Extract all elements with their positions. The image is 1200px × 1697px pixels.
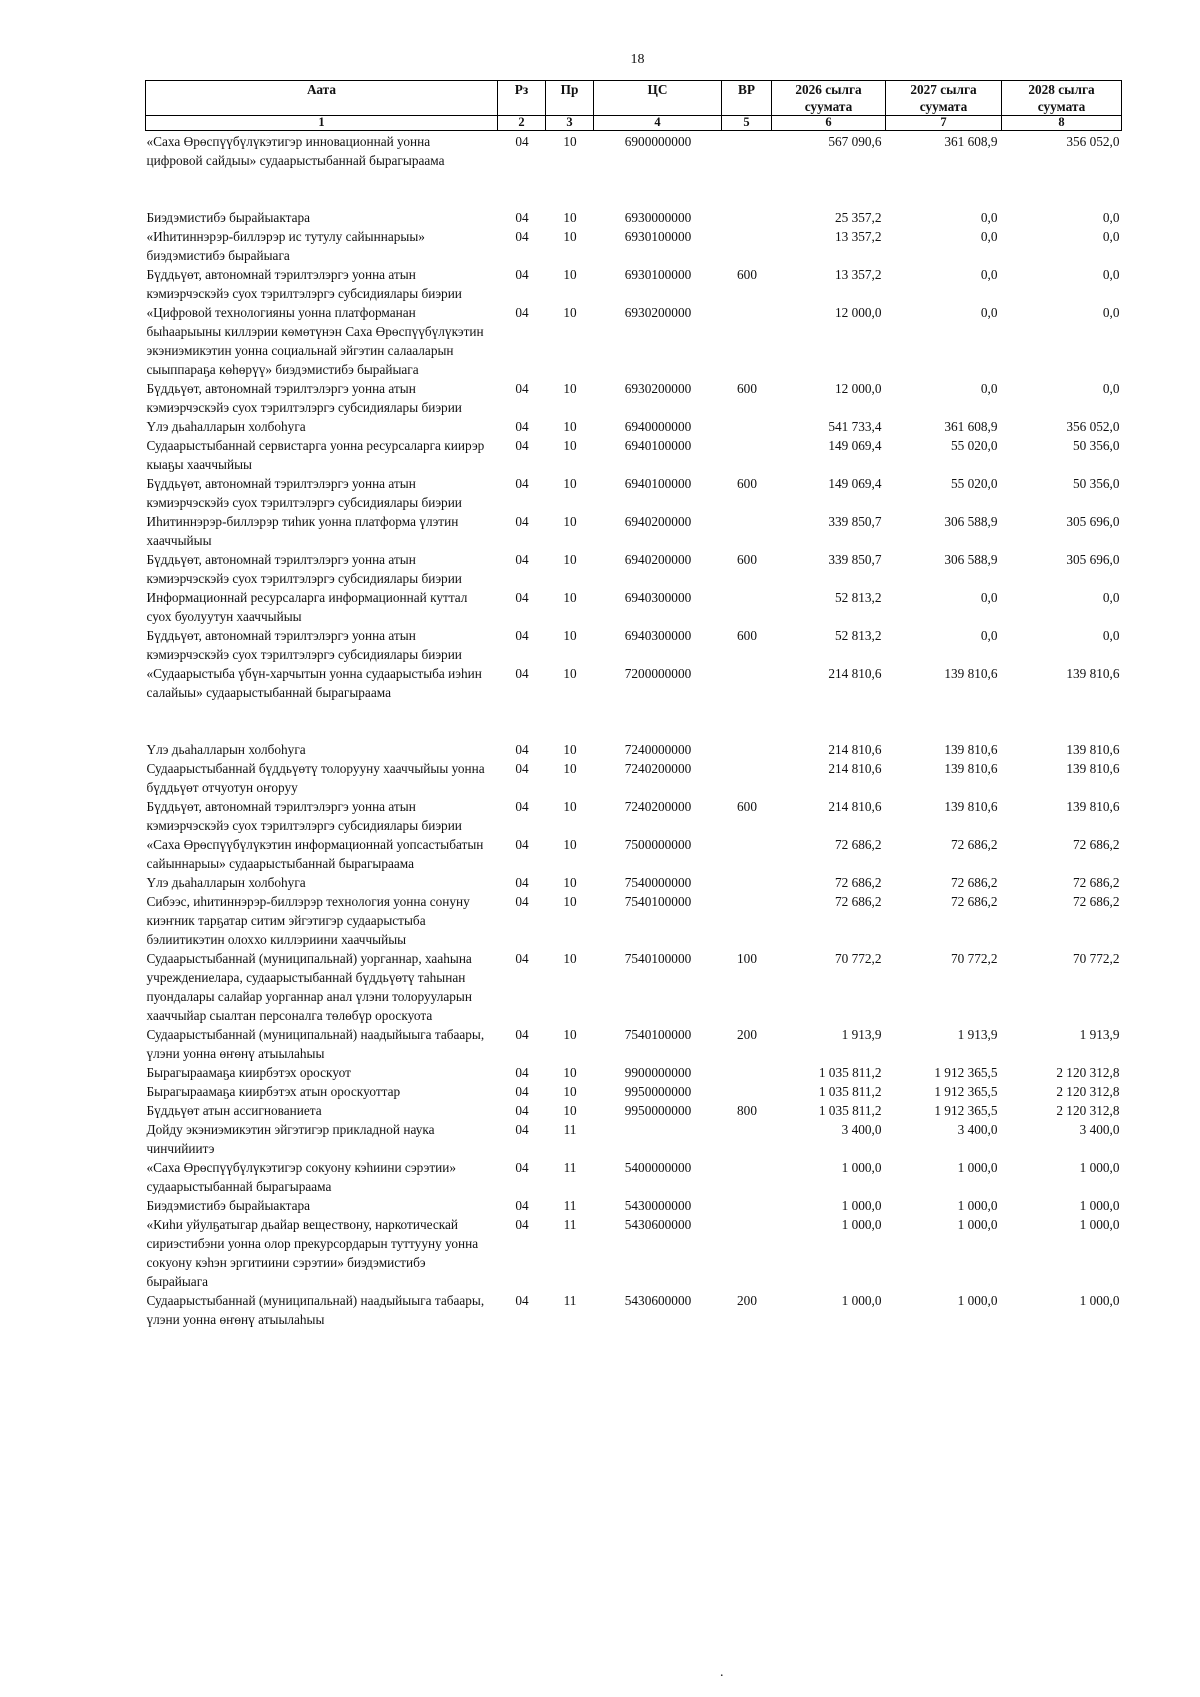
table-row xyxy=(146,664,1122,740)
row-cs-cell: 7240200000 xyxy=(624,799,692,814)
table-row xyxy=(146,379,1122,417)
row-vr-cell xyxy=(722,436,772,474)
header-2028: 2028 сылга суумата xyxy=(1002,81,1122,116)
row-pr-cell: 10 xyxy=(563,1027,577,1042)
row-vr-cell xyxy=(722,1158,772,1196)
column-number: 1 xyxy=(146,116,498,131)
column-number: 5 xyxy=(722,116,772,131)
row-2027-amount: 0,0 xyxy=(980,590,998,605)
row-name-cell: «Саха Өрөспүүбүлүкэтигэр инновационнай уонна цифровой сайдыы» судаарыстыбаннай бырагыраама xyxy=(146,134,445,168)
row-rz-cell: 04 xyxy=(515,514,529,529)
row-2028-amount: 50 356,0 xyxy=(1072,438,1120,453)
row-name-cell: Биэдэмистибэ бырайыактара xyxy=(146,210,311,225)
row-pr-cell: 11 xyxy=(563,1160,577,1175)
row-2027-amount: 55 020,0 xyxy=(950,438,998,453)
row-2028-amount: 0,0 xyxy=(1102,590,1120,605)
row-vr-cell xyxy=(722,588,772,626)
row-cs-cell: 9950000000 xyxy=(624,1103,692,1118)
row-rz-cell: 04 xyxy=(515,742,529,757)
footer-mark: . xyxy=(720,1665,724,1680)
row-pr-cell: 10 xyxy=(563,134,577,149)
row-name-cell: Сибээс, иһитиннэрэр-биллэрэр технология уонна сонуну киэҥник тарҕатар ситим эйгэтигэр судаарыстыба бэлиитикэтин олоххо киллэриини хааччыйыы xyxy=(146,894,470,947)
row-cs-cell: 7540100000 xyxy=(624,894,692,909)
table-row xyxy=(146,1082,1122,1101)
header-vr: ВР xyxy=(722,81,772,116)
row-vr-cell: 600 xyxy=(737,628,757,643)
column-number: 3 xyxy=(546,116,594,131)
row-cs-cell: 7240200000 xyxy=(624,761,692,776)
row-name-cell: Судаарыстыбаннай сервистарга уонна ресурсаларга киирэр кыаҕы хааччыйыы xyxy=(146,438,485,472)
row-2028-amount: 72 686,2 xyxy=(1072,875,1120,890)
row-name-cell: «Саха Өрөспүүбүлүкэтин информационнай уопсастыбатын сайыннарыы» судаарыстыбаннай бырагыраама xyxy=(146,837,484,871)
row-vr-cell: 600 xyxy=(737,552,757,567)
row-vr-cell xyxy=(722,227,772,265)
row-pr-cell: 11 xyxy=(563,1293,577,1308)
row-2028-amount: 139 810,6 xyxy=(1066,742,1120,757)
table-row xyxy=(146,873,1122,892)
row-rz-cell: 04 xyxy=(515,1103,529,1118)
row-2027-amount: 72 686,2 xyxy=(950,894,998,909)
row-cs-cell: 6940100000 xyxy=(624,476,692,491)
header-pr: Пр xyxy=(546,81,594,116)
table-row xyxy=(146,417,1122,436)
row-2028-amount: 3 400,0 xyxy=(1079,1122,1120,1137)
row-2028-amount: 0,0 xyxy=(1102,305,1120,320)
row-rz-cell: 04 xyxy=(515,628,529,643)
row-2027-amount: 1 912 365,5 xyxy=(934,1103,998,1118)
table-row xyxy=(146,797,1122,835)
row-2027-amount: 0,0 xyxy=(980,210,998,225)
row-2028-amount: 1 000,0 xyxy=(1079,1217,1120,1232)
row-vr-cell xyxy=(722,892,772,949)
table-row xyxy=(146,835,1122,873)
row-rz-cell: 04 xyxy=(515,134,529,149)
row-2028-amount: 50 356,0 xyxy=(1072,476,1120,491)
row-2028-amount: 356 052,0 xyxy=(1066,419,1120,434)
row-pr-cell: 10 xyxy=(563,267,577,282)
row-2028-amount: 305 696,0 xyxy=(1066,514,1120,529)
row-2027-amount: 139 810,6 xyxy=(944,761,998,776)
row-rz-cell: 04 xyxy=(515,381,529,396)
row-2028-amount: 1 000,0 xyxy=(1079,1198,1120,1213)
row-name-cell: Бүддьүөт, автономнай тэрилтэлэргэ уонна атын кэмиэрчэскэйэ суох тэрилтэлэргэ субсидиялары биэрии xyxy=(146,476,462,510)
row-name-cell: Судаарыстыбаннай (муниципальнай) уорганнар, хааһына учреждениелара, судаарыстыбаннай бүддьүөтү таһынан пуондалары салайар уорганнар анал үлэни толорууларын хааччыйар сыалтан персоналга төлөбүр ороскуота xyxy=(146,951,472,1023)
row-2028-amount: 2 120 312,8 xyxy=(1056,1084,1120,1099)
row-pr-cell: 10 xyxy=(563,875,577,890)
row-name-cell: Бүддьүөт, автономнай тэрилтэлэргэ уонна атын кэмиэрчэскэйэ суох тэрилтэлэргэ субсидиялары биэрии xyxy=(146,381,462,415)
table-row xyxy=(146,1215,1122,1291)
row-2027-amount: 139 810,6 xyxy=(944,799,998,814)
row-name-cell: Судаарыстыбаннай (муниципальнай) наадыйыыга табаары, үлэни уонна өҥөнү атыылаһыы xyxy=(146,1027,485,1061)
row-vr-cell xyxy=(722,1120,772,1158)
table-row xyxy=(146,1196,1122,1215)
page-number: 18 xyxy=(630,52,645,67)
table-row xyxy=(146,131,1122,209)
row-vr-cell: 600 xyxy=(737,476,757,491)
row-vr-cell xyxy=(722,208,772,227)
row-2027-amount: 1 913,9 xyxy=(957,1027,998,1042)
row-name-cell: Бырагыраамаҕа киирбэтэх ороскуот xyxy=(146,1065,351,1080)
column-number: 4 xyxy=(594,116,722,131)
row-2027-amount: 1 912 365,5 xyxy=(934,1084,998,1099)
row-name-cell: Судаарыстыбаннай (муниципальнай) наадыйыыга табаары, үлэни уонна өҥөнү атыылаһыы xyxy=(146,1293,485,1327)
table-row xyxy=(146,1101,1122,1120)
row-pr-cell: 10 xyxy=(563,742,577,757)
row-name-cell: Бүддьүөт, автономнай тэрилтэлэргэ уонна атын кэмиэрчэскэйэ суох тэрилтэлэргэ субсидиялары биэрии xyxy=(146,799,462,833)
row-2026-amount: 1 000,0 xyxy=(841,1293,882,1308)
row-vr-cell: 100 xyxy=(737,951,757,966)
row-2026-amount: 149 069,4 xyxy=(828,438,882,453)
row-cs-cell: 6940300000 xyxy=(624,628,692,643)
row-2026-amount: 72 686,2 xyxy=(834,894,882,909)
row-vr-cell: 800 xyxy=(737,1103,757,1118)
header-name: Аата xyxy=(146,81,498,116)
row-2026-amount: 339 850,7 xyxy=(828,514,882,529)
row-vr-cell: 600 xyxy=(737,381,757,396)
row-pr-cell: 10 xyxy=(563,837,577,852)
row-name-cell: Бүддьүөт, автономнай тэрилтэлэргэ уонна атын кэмиэрчэскэйэ суох тэрилтэлэргэ субсидиялары биэрии xyxy=(146,267,462,301)
row-cs-cell: 6900000000 xyxy=(624,134,692,149)
row-rz-cell: 04 xyxy=(515,1198,529,1213)
row-2027-amount: 72 686,2 xyxy=(950,837,998,852)
row-vr-cell xyxy=(722,759,772,797)
row-vr-cell xyxy=(722,1082,772,1101)
row-rz-cell: 04 xyxy=(515,837,529,852)
row-cs-cell: 6930000000 xyxy=(624,210,692,225)
row-cs-cell: 6940000000 xyxy=(624,419,692,434)
row-rz-cell: 04 xyxy=(515,894,529,909)
row-pr-cell: 11 xyxy=(563,1198,577,1213)
column-number: 2 xyxy=(498,116,546,131)
row-rz-cell: 04 xyxy=(515,419,529,434)
row-2028-amount: 0,0 xyxy=(1102,229,1120,244)
row-pr-cell: 11 xyxy=(563,1122,577,1137)
row-2026-amount: 541 733,4 xyxy=(828,419,882,434)
row-2028-amount: 305 696,0 xyxy=(1066,552,1120,567)
row-pr-cell: 10 xyxy=(563,419,577,434)
row-rz-cell: 04 xyxy=(515,799,529,814)
row-2026-amount: 214 810,6 xyxy=(828,742,882,757)
table-row xyxy=(146,512,1122,550)
row-cs-cell: 6930100000 xyxy=(624,267,692,282)
row-2028-amount: 0,0 xyxy=(1102,628,1120,643)
row-2026-amount: 339 850,7 xyxy=(828,552,882,567)
row-2026-amount: 52 813,2 xyxy=(834,628,882,643)
row-rz-cell: 04 xyxy=(515,1217,529,1232)
row-cs-cell: 6930200000 xyxy=(624,381,692,396)
row-cs-cell xyxy=(594,1120,722,1158)
row-vr-cell xyxy=(722,131,772,209)
table-row xyxy=(146,208,1122,227)
row-cs-cell: 6940200000 xyxy=(624,514,692,529)
row-pr-cell: 10 xyxy=(563,628,577,643)
row-2027-amount: 1 000,0 xyxy=(957,1160,998,1175)
table-row xyxy=(146,1291,1122,1329)
row-2028-amount: 2 120 312,8 xyxy=(1056,1103,1120,1118)
row-name-cell: «Судаарыстыба үбүн-харчытын уонна судаарыстыба иэһин салайыы» судаарыстыбаннай бырагыраама xyxy=(146,666,482,700)
table-row xyxy=(146,740,1122,759)
row-cs-cell: 7500000000 xyxy=(624,837,692,852)
row-2026-amount: 1 000,0 xyxy=(841,1160,882,1175)
row-cs-cell: 7540100000 xyxy=(624,951,692,966)
row-2028-amount: 1 000,0 xyxy=(1079,1293,1120,1308)
row-2028-amount: 139 810,6 xyxy=(1066,799,1120,814)
row-2028-amount: 0,0 xyxy=(1102,267,1120,282)
row-pr-cell: 10 xyxy=(563,590,577,605)
row-pr-cell: 10 xyxy=(563,894,577,909)
row-2027-amount: 55 020,0 xyxy=(950,476,998,491)
header-2027: 2027 сылга суумата xyxy=(886,81,1002,116)
row-2028-amount: 139 810,6 xyxy=(1066,666,1120,681)
row-vr-cell xyxy=(722,1215,772,1291)
row-name-cell: Үлэ дьаһалларын холбоһуга xyxy=(146,875,306,890)
column-number-row xyxy=(146,116,1122,131)
row-pr-cell: 10 xyxy=(563,1084,577,1099)
row-pr-cell: 10 xyxy=(563,438,577,453)
table-row xyxy=(146,1158,1122,1196)
row-pr-cell: 10 xyxy=(563,552,577,567)
row-2027-amount: 139 810,6 xyxy=(944,666,998,681)
row-rz-cell: 04 xyxy=(515,1160,529,1175)
row-2028-amount: 356 052,0 xyxy=(1066,134,1120,149)
row-2026-amount: 52 813,2 xyxy=(834,590,882,605)
row-2026-amount: 13 357,2 xyxy=(834,229,882,244)
row-2027-amount: 0,0 xyxy=(980,267,998,282)
row-cs-cell: 6930100000 xyxy=(624,229,692,244)
row-cs-cell: 6940100000 xyxy=(624,438,692,453)
row-vr-cell xyxy=(722,740,772,759)
row-2027-amount: 1 912 365,5 xyxy=(934,1065,998,1080)
table-body xyxy=(146,131,1122,1330)
row-pr-cell: 10 xyxy=(563,514,577,529)
row-2027-amount: 0,0 xyxy=(980,305,998,320)
row-name-cell: «Иһитиннэрэр-биллэрэр ис тутулу сайыннарыы» биэдэмистибэ бырайыага xyxy=(146,229,425,263)
row-2026-amount: 214 810,6 xyxy=(828,799,882,814)
row-pr-cell: 10 xyxy=(563,229,577,244)
row-2026-amount: 70 772,2 xyxy=(834,951,882,966)
row-2026-amount: 25 357,2 xyxy=(834,210,882,225)
column-number: 8 xyxy=(1002,116,1122,131)
row-2026-amount: 12 000,0 xyxy=(834,305,882,320)
row-rz-cell: 04 xyxy=(515,210,529,225)
row-2027-amount: 306 588,9 xyxy=(944,514,998,529)
row-2028-amount: 72 686,2 xyxy=(1072,837,1120,852)
row-2026-amount: 214 810,6 xyxy=(828,761,882,776)
row-name-cell: Бүддьүөт атын ассигнованиета xyxy=(146,1103,322,1118)
row-name-cell: Дойду экэниэмикэтин эйгэтигэр прикладной наука чинчийиитэ xyxy=(146,1122,435,1156)
row-rz-cell: 04 xyxy=(515,1122,529,1137)
row-name-cell: «Саха Өрөспүүбүлүкэтигэр сокуону кэһиини сэрэтии» судаарыстыбаннай бырагыраама xyxy=(146,1160,457,1194)
header-cs: ЦС xyxy=(594,81,722,116)
header-row xyxy=(146,81,1122,116)
row-2026-amount: 1 035 811,2 xyxy=(818,1103,882,1118)
row-2027-amount: 361 608,9 xyxy=(944,419,998,434)
row-2026-amount: 1 000,0 xyxy=(841,1198,882,1213)
table-row xyxy=(146,227,1122,265)
row-2027-amount: 361 608,9 xyxy=(944,134,998,149)
row-rz-cell: 04 xyxy=(515,1293,529,1308)
row-name-cell: Иһитиннэрэр-биллэрэр тиһик уонна платформа үлэтин хааччыйыы xyxy=(146,514,459,548)
row-2027-amount: 72 686,2 xyxy=(950,875,998,890)
table-row xyxy=(146,436,1122,474)
table-row xyxy=(146,1025,1122,1063)
row-rz-cell: 04 xyxy=(515,438,529,453)
row-vr-cell xyxy=(722,835,772,873)
row-2028-amount: 139 810,6 xyxy=(1066,761,1120,776)
row-2026-amount: 12 000,0 xyxy=(834,381,882,396)
row-pr-cell: 10 xyxy=(563,305,577,320)
row-2027-amount: 0,0 xyxy=(980,229,998,244)
row-2027-amount: 139 810,6 xyxy=(944,742,998,757)
row-name-cell: Бүддьүөт, автономнай тэрилтэлэргэ уонна атын кэмиэрчэскэйэ суох тэрилтэлэргэ субсидиялары биэрии xyxy=(146,552,462,586)
row-2026-amount: 149 069,4 xyxy=(828,476,882,491)
row-pr-cell: 10 xyxy=(563,951,577,966)
row-rz-cell: 04 xyxy=(515,1027,529,1042)
row-vr-cell xyxy=(722,303,772,379)
row-vr-cell: 200 xyxy=(737,1027,757,1042)
table-row xyxy=(146,1063,1122,1082)
row-rz-cell: 04 xyxy=(515,476,529,491)
row-name-cell: Үлэ дьаһалларын холбоһуга xyxy=(146,419,306,434)
row-cs-cell: 7540000000 xyxy=(624,875,692,890)
table-row xyxy=(146,265,1122,303)
row-2026-amount: 13 357,2 xyxy=(834,267,882,282)
row-rz-cell: 04 xyxy=(515,267,529,282)
row-2026-amount: 567 090,6 xyxy=(828,134,882,149)
row-pr-cell: 10 xyxy=(563,476,577,491)
row-name-cell: Үлэ дьаһалларын холбоһуга xyxy=(146,742,306,757)
budget-table xyxy=(145,80,1122,1329)
row-pr-cell: 10 xyxy=(563,1065,577,1080)
row-cs-cell: 9950000000 xyxy=(624,1084,692,1099)
row-rz-cell: 04 xyxy=(515,1065,529,1080)
row-cs-cell: 7240000000 xyxy=(624,742,692,757)
row-2028-amount: 1 913,9 xyxy=(1079,1027,1120,1042)
row-pr-cell: 10 xyxy=(563,799,577,814)
row-2027-amount: 1 000,0 xyxy=(957,1217,998,1232)
table-row xyxy=(146,474,1122,512)
row-vr-cell xyxy=(722,1063,772,1082)
row-2028-amount: 72 686,2 xyxy=(1072,894,1120,909)
row-name-cell: «Киһи уйулҕатыгар дьайар веществону, наркотическай сириэстибэни уонна олор прекурсордарын туттууну уонна сокуону кэһэн эргитиини сэрэтии» биэдэмистибэ бырайыага xyxy=(146,1217,479,1289)
table-row xyxy=(146,626,1122,664)
row-name-cell: Биэдэмистибэ бырайыактара xyxy=(146,1198,311,1213)
row-name-cell: Судаарыстыбаннай бүддьүөтү толорууну хааччыйыы уонна бүддьүөт отчуотун оҥоруу xyxy=(146,761,485,795)
column-number: 7 xyxy=(886,116,1002,131)
row-name-cell: Бүддьүөт, автономнай тэрилтэлэргэ уонна атын кэмиэрчэскэйэ суох тэрилтэлэргэ субсидиялары биэрии xyxy=(146,628,462,662)
row-rz-cell: 04 xyxy=(515,229,529,244)
table-row xyxy=(146,1120,1122,1158)
table-row xyxy=(146,892,1122,949)
row-cs-cell: 6930200000 xyxy=(624,305,692,320)
row-2027-amount: 1 000,0 xyxy=(957,1198,998,1213)
table-row xyxy=(146,550,1122,588)
row-cs-cell: 5400000000 xyxy=(624,1160,692,1175)
row-pr-cell: 11 xyxy=(563,1217,577,1232)
row-vr-cell xyxy=(722,512,772,550)
row-cs-cell: 5430600000 xyxy=(624,1293,692,1308)
row-vr-cell: 600 xyxy=(737,799,757,814)
row-2027-amount: 3 400,0 xyxy=(957,1122,998,1137)
row-pr-cell: 10 xyxy=(563,666,577,681)
row-cs-cell: 6940200000 xyxy=(624,552,692,567)
row-vr-cell xyxy=(722,417,772,436)
row-name-cell: Информационнай ресурсаларга информационнай куттал суох буолуутун хааччыйыы xyxy=(146,590,468,624)
row-2028-amount: 0,0 xyxy=(1102,210,1120,225)
header-2026: 2026 сылга суумата xyxy=(772,81,886,116)
table-row xyxy=(146,588,1122,626)
column-number: 6 xyxy=(772,116,886,131)
row-rz-cell: 04 xyxy=(515,590,529,605)
row-2027-amount: 0,0 xyxy=(980,381,998,396)
table-row xyxy=(146,303,1122,379)
header-rz: Рз xyxy=(498,81,546,116)
row-2028-amount: 1 000,0 xyxy=(1079,1160,1120,1175)
row-cs-cell: 5430000000 xyxy=(624,1198,692,1213)
row-cs-cell: 7200000000 xyxy=(624,666,692,681)
row-2026-amount: 214 810,6 xyxy=(828,666,882,681)
row-rz-cell: 04 xyxy=(515,875,529,890)
row-vr-cell: 600 xyxy=(737,267,757,282)
row-rz-cell: 04 xyxy=(515,552,529,567)
row-vr-cell: 200 xyxy=(737,1293,757,1308)
row-rz-cell: 04 xyxy=(515,1084,529,1099)
row-rz-cell: 04 xyxy=(515,761,529,776)
row-2027-amount: 1 000,0 xyxy=(957,1293,998,1308)
row-2026-amount: 72 686,2 xyxy=(834,875,882,890)
row-vr-cell xyxy=(722,664,772,740)
row-cs-cell: 6940300000 xyxy=(624,590,692,605)
row-cs-cell: 9900000000 xyxy=(624,1065,692,1080)
row-2026-amount: 3 400,0 xyxy=(841,1122,882,1137)
row-2028-amount: 70 772,2 xyxy=(1072,951,1120,966)
row-2027-amount: 0,0 xyxy=(980,628,998,643)
row-pr-cell: 10 xyxy=(563,761,577,776)
row-vr-cell xyxy=(722,1196,772,1215)
row-cs-cell: 5430600000 xyxy=(624,1217,692,1232)
row-2027-amount: 70 772,2 xyxy=(950,951,998,966)
row-2026-amount: 1 913,9 xyxy=(841,1027,882,1042)
row-cs-cell: 7540100000 xyxy=(624,1027,692,1042)
row-2028-amount: 2 120 312,8 xyxy=(1056,1065,1120,1080)
row-name-cell: Бырагыраамаҕа киирбэтэх атын ороскуоттар xyxy=(146,1084,401,1099)
table-row xyxy=(146,759,1122,797)
row-pr-cell: 10 xyxy=(563,1103,577,1118)
row-2026-amount: 1 035 811,2 xyxy=(818,1084,882,1099)
row-2028-amount: 0,0 xyxy=(1102,381,1120,396)
row-2027-amount: 306 588,9 xyxy=(944,552,998,567)
row-2026-amount: 1 035 811,2 xyxy=(818,1065,882,1080)
row-pr-cell: 10 xyxy=(563,381,577,396)
row-vr-cell xyxy=(722,873,772,892)
row-2026-amount: 1 000,0 xyxy=(841,1217,882,1232)
row-pr-cell: 10 xyxy=(563,210,577,225)
table-row xyxy=(146,949,1122,1025)
row-2026-amount: 72 686,2 xyxy=(834,837,882,852)
row-rz-cell: 04 xyxy=(515,951,529,966)
row-rz-cell: 04 xyxy=(515,305,529,320)
row-name-cell: «Цифровой технологияны уонна платформанан быһаарыыны киллэрии көмөтүнэн Саха Өрөспүүбүлүкэтин экэниэмикэтин уонна социальнай эйгэтин салааларын сыыппараҕа көһөрүү» биэдэмистибэ бырайыага xyxy=(146,305,484,377)
row-rz-cell: 04 xyxy=(515,666,529,681)
